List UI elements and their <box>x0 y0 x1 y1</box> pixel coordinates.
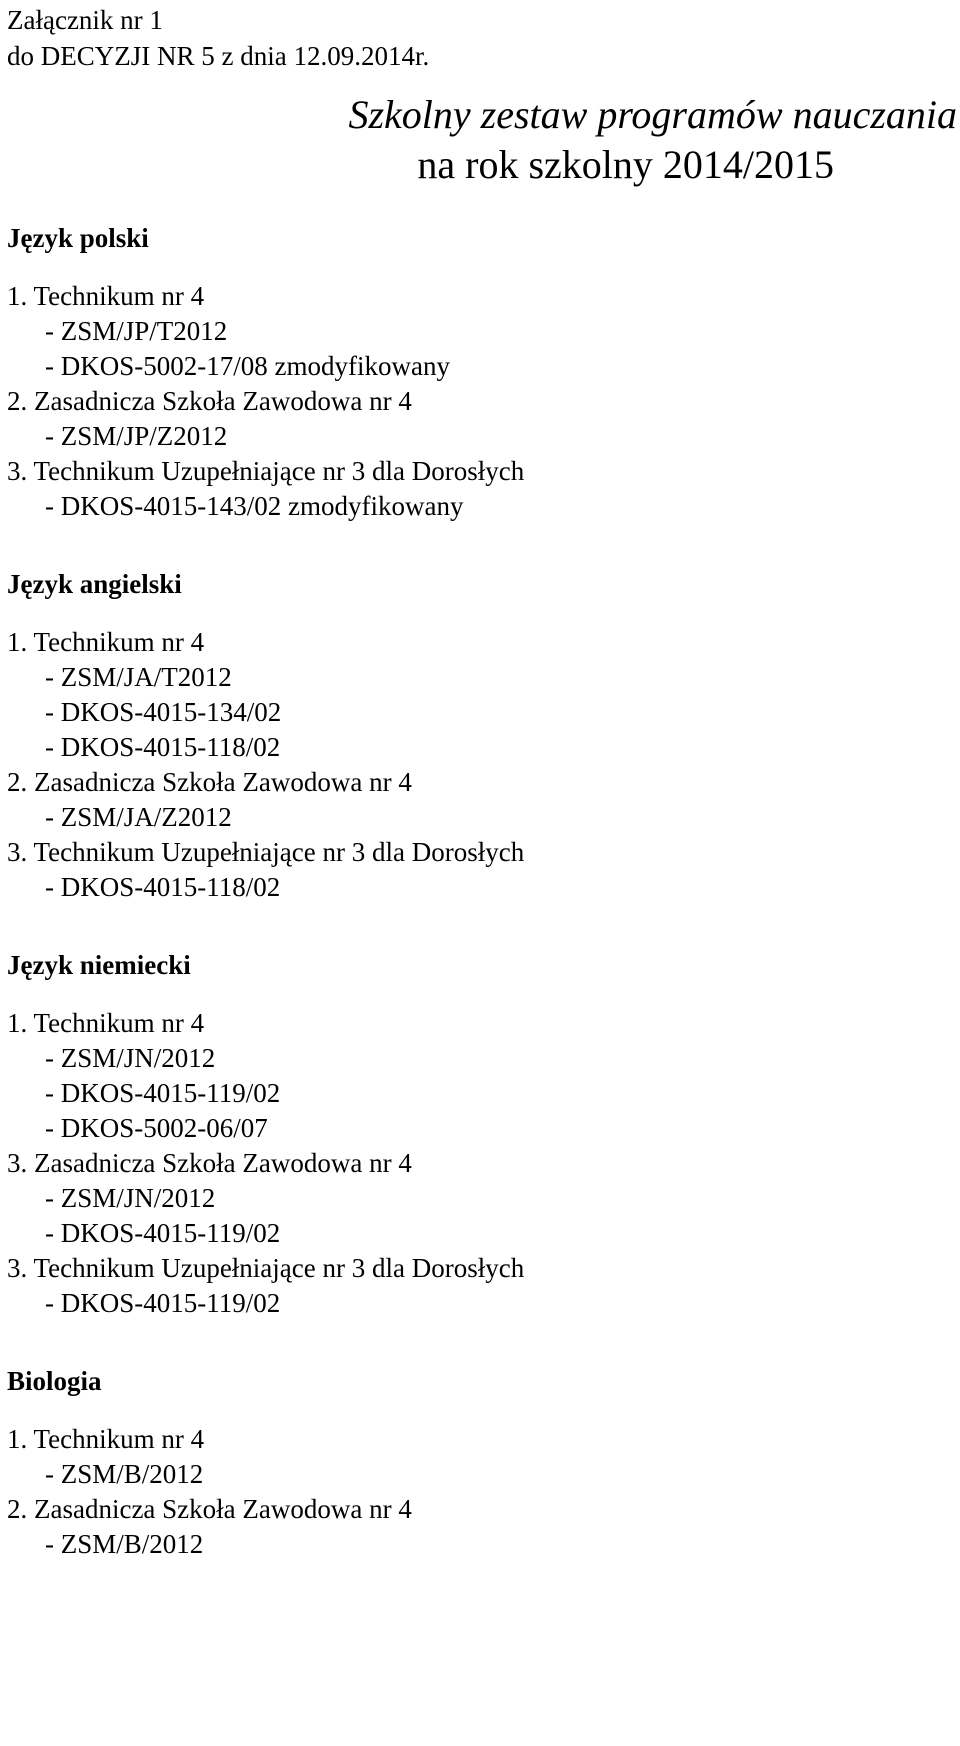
school-item: 1. Technikum nr 4 <box>7 627 205 657</box>
title-line-2: na rok szkolny 2014/2015 <box>417 142 834 187</box>
school-item: 3. Technikum Uzupełniające nr 3 dla Dorosłych <box>7 1253 525 1283</box>
school-item: 2. Zasadnicza Szkoła Zawodowa nr 4 <box>7 1494 412 1524</box>
program-code: - DKOS-4015-119/02 <box>45 1288 281 1318</box>
section-heading: Biologia <box>7 1366 102 1396</box>
title-line-1: Szkolny zestaw programów nauczania <box>348 92 957 137</box>
decision-reference: do DECYZJI NR 5 z dnia 12.09.2014r. <box>7 41 430 71</box>
program-code: - ZSM/JP/T2012 <box>45 316 228 346</box>
school-item: 3. Zasadnicza Szkoła Zawodowa nr 4 <box>7 1148 412 1178</box>
school-item: 1. Technikum nr 4 <box>7 1424 205 1454</box>
program-code: - DKOS-4015-119/02 <box>45 1078 281 1108</box>
document-title <box>7 90 957 190</box>
document-header <box>7 0 960 74</box>
program-code: - DKOS-5002-17/08 zmodyfikowany <box>45 351 450 381</box>
attachment-label: Załącznik nr 1 <box>7 5 163 35</box>
section-heading: Język polski <box>7 223 149 253</box>
school-item: 3. Technikum Uzupełniające nr 3 dla Dorosłych <box>7 456 525 486</box>
section-biologia <box>7 1363 960 1562</box>
section-jezyk-angielski <box>7 566 960 905</box>
school-item: 3. Technikum Uzupełniające nr 3 dla Dorosłych <box>7 837 525 867</box>
program-code: - DKOS-4015-118/02 <box>45 872 281 902</box>
program-code: - ZSM/B/2012 <box>45 1529 204 1559</box>
program-code: - ZSM/JA/T2012 <box>45 662 232 692</box>
section-jezyk-niemiecki <box>7 947 960 1321</box>
school-item: 2. Zasadnicza Szkoła Zawodowa nr 4 <box>7 386 412 416</box>
program-code: - DKOS-4015-134/02 <box>45 697 282 727</box>
program-code: - DKOS-5002-06/07 <box>45 1113 268 1143</box>
school-item: 1. Technikum nr 4 <box>7 1008 205 1038</box>
program-code: - DKOS-4015-119/02 <box>45 1218 281 1248</box>
program-code: - DKOS-4015-143/02 zmodyfikowany <box>45 491 464 521</box>
section-heading: Język niemiecki <box>7 950 191 980</box>
program-code: - ZSM/JP/Z2012 <box>45 421 228 451</box>
school-item: 1. Technikum nr 4 <box>7 281 205 311</box>
program-code: - DKOS-4015-118/02 <box>45 732 281 762</box>
program-code: - ZSM/JA/Z2012 <box>45 802 232 832</box>
school-item: 2. Zasadnicza Szkoła Zawodowa nr 4 <box>7 767 412 797</box>
section-jezyk-polski <box>7 220 960 524</box>
program-code: - ZSM/JN/2012 <box>45 1043 216 1073</box>
program-code: - ZSM/JN/2012 <box>45 1183 216 1213</box>
section-heading: Język angielski <box>7 569 182 599</box>
program-code: - ZSM/B/2012 <box>45 1459 204 1489</box>
